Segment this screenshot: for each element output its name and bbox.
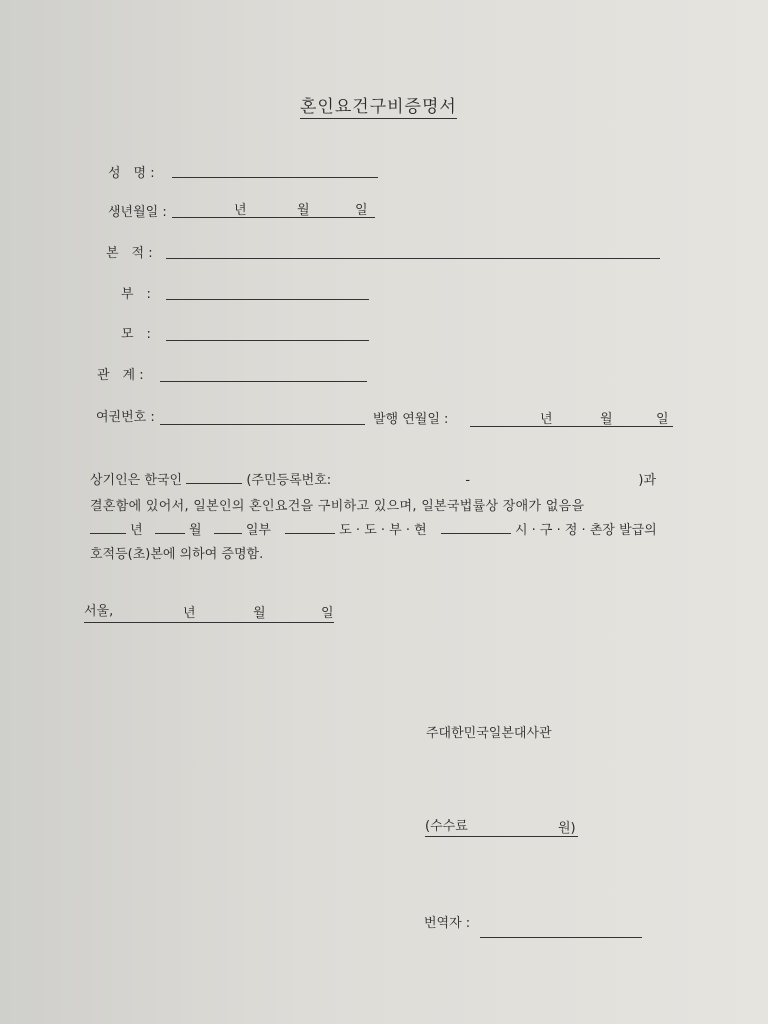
name-label: 성 명 : <box>108 166 155 181</box>
birth-date-field[interactable] <box>172 217 375 218</box>
mother-label: 모 : <box>121 327 151 342</box>
relation-label: 관 계 : <box>97 368 144 383</box>
register-month-blank[interactable] <box>155 519 185 534</box>
father-label: 부 : <box>121 287 151 302</box>
birth-day-unit: 일 <box>355 203 368 218</box>
birth-label: 생년월일 : <box>108 205 167 220</box>
body-line-1-end: )과 <box>638 473 657 488</box>
body-line-2: 결혼함에 있어서, 일본인의 혼인요건을 구비하고 있으며, 일본국법률상 장애가 없음을 <box>90 499 585 514</box>
register-day-unit: 일부 <box>245 523 271 538</box>
issue-day-unit: 일 <box>656 412 669 427</box>
embassy-name: 주대한민국일본대사관 <box>426 726 552 741</box>
issue-year-unit: 년 <box>540 412 553 427</box>
fee-field[interactable] <box>425 836 578 837</box>
prefecture-label: 도 · 도 · 부 · 현 <box>339 523 427 538</box>
issue-date-field[interactable] <box>470 426 673 427</box>
issue-place-month-unit: 월 <box>253 606 266 621</box>
translator-field[interactable] <box>480 937 642 938</box>
document-title: 혼인요건구비증명서 <box>300 92 457 119</box>
body-line-1 <box>90 468 656 493</box>
translator-label: 번역자 : <box>424 916 471 931</box>
body-line-3 <box>90 518 657 543</box>
resident-number-label: (주민등록번호: <box>246 473 332 488</box>
fee-unit: 원) <box>558 821 576 836</box>
body-line-4: 호적등(초)본에 의하여 증명함. <box>90 547 264 562</box>
passport-label: 여권번호 : <box>96 410 155 425</box>
domicile-label: 본 적 : <box>106 246 153 261</box>
issue-place-year-unit: 년 <box>183 606 196 621</box>
register-year-blank[interactable] <box>90 519 126 534</box>
nationality-blank[interactable] <box>186 469 242 484</box>
passport-field[interactable] <box>160 424 365 425</box>
prefecture-blank[interactable] <box>285 519 335 534</box>
resident-number-dash: - <box>465 473 471 488</box>
issue-city: 서울, <box>84 604 114 619</box>
register-year-unit: 년 <box>130 523 143 538</box>
city-label: 시 · 구 · 정 · 촌장 발급의 <box>514 523 657 538</box>
issue-place-day-unit: 일 <box>321 606 334 621</box>
register-day-blank[interactable] <box>214 519 242 534</box>
issue-month-unit: 월 <box>600 412 613 427</box>
relation-field[interactable] <box>160 381 367 382</box>
register-month-unit: 월 <box>188 523 202 538</box>
issue-date-label: 발행 연월일 : <box>373 412 449 427</box>
birth-month-unit: 월 <box>297 203 310 218</box>
mother-field[interactable] <box>166 340 369 341</box>
father-field[interactable] <box>166 299 369 300</box>
name-field[interactable] <box>172 177 378 178</box>
domicile-field[interactable] <box>166 258 660 259</box>
issue-place-date-field[interactable] <box>84 622 334 623</box>
city-blank[interactable] <box>441 519 511 534</box>
fee-label: (수수료 <box>425 819 468 834</box>
birth-year-unit: 년 <box>234 203 247 218</box>
body-line-1-text: 상기인은 한국인 <box>90 473 183 488</box>
